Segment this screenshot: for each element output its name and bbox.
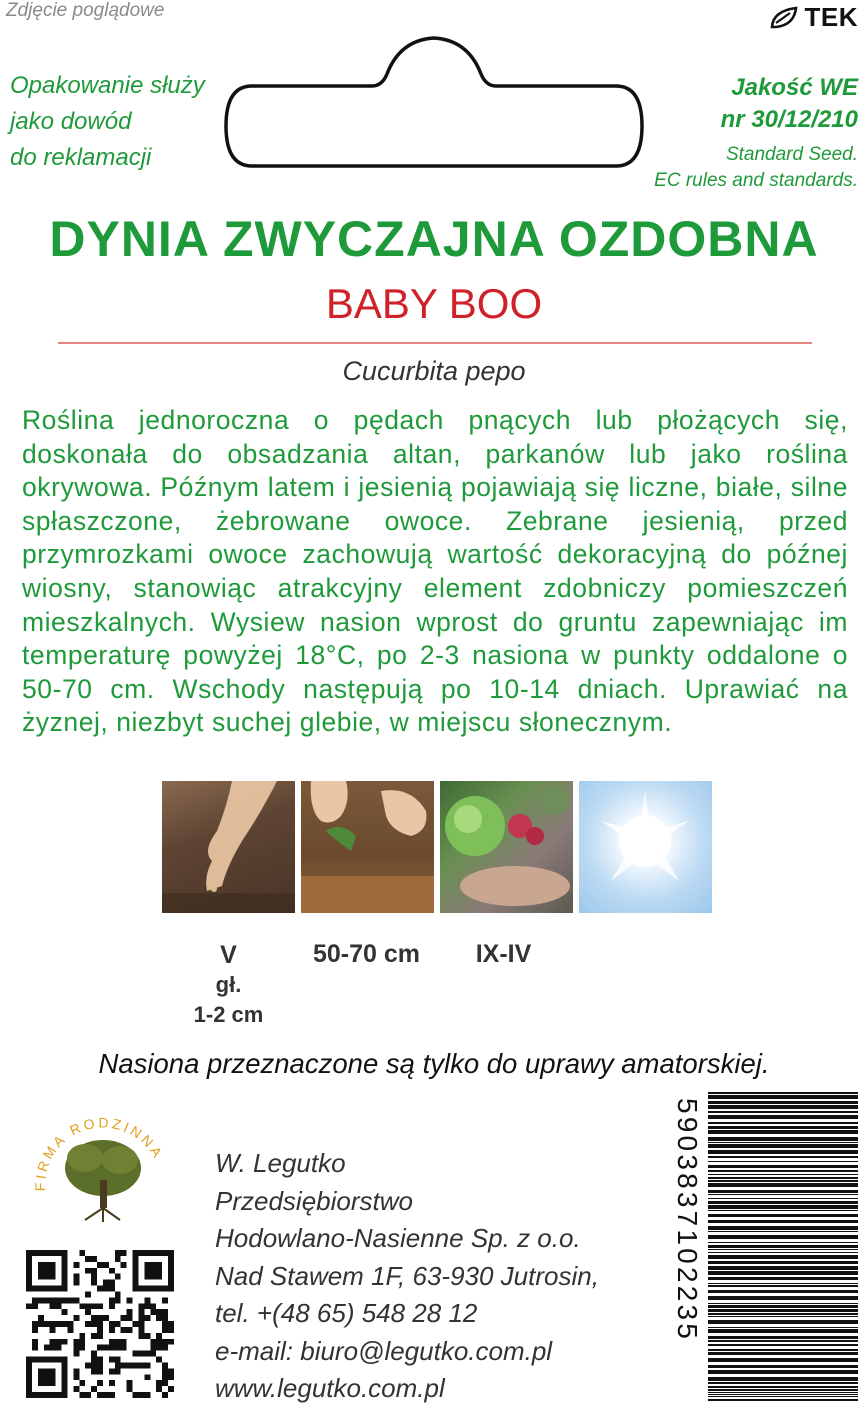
barcode [670,1090,860,1406]
barcode-bar [708,1271,858,1275]
barcode-bar [708,1183,858,1187]
barcode-bar [708,1329,858,1333]
complaint-note-line: Opakowanie służy [10,72,205,99]
depth-label: gł. [215,972,242,997]
hang-tab-cutout [222,34,646,172]
barcode-bar [708,1327,858,1328]
barcode-bar [708,1320,858,1324]
barcode-bar [708,1194,858,1195]
barcode-bar [708,1316,858,1317]
quality-block [654,72,858,194]
barcode-bar [708,1235,858,1239]
vegetables-icon [440,781,573,913]
barcode-bar [708,1277,858,1280]
company-line: Przedsiębiorstwo [215,1185,413,1216]
barcode-bar [708,1352,858,1355]
spacing-caption: 50-70 cm [312,940,421,968]
company-address: Nad Stawem 1F, 63-930 Jutrosin, [215,1260,599,1291]
barcode-bar [708,1161,858,1162]
barcode-bar [708,1214,858,1217]
barcode-bar [708,1220,858,1223]
complaint-note-line: jako dowód [10,108,132,135]
barcode-bar [708,1296,858,1300]
barcode-bar [708,1340,858,1342]
product-variety: BABY BOO [325,280,543,327]
tek-logo [769,2,859,33]
barcode-bar [708,1309,858,1312]
depth-value: 1-2 cm [193,1002,264,1027]
barcode-bar [708,1386,858,1388]
svg-text:FIRMA RODZINNA: FIRMA RODZINNA [31,1114,167,1192]
barcode-bar [708,1382,858,1384]
harvest-photo [440,781,573,913]
barcode-bar [708,1174,858,1175]
planting-hands-icon [301,781,434,913]
barcode-digits: 5903837102235 [672,1098,703,1343]
barcode-bar [708,1255,858,1259]
barcode-bar [708,1365,858,1368]
barcode-bar [708,1399,858,1401]
barcode-bar [708,1170,858,1172]
standard-line: EC rules and standards. [654,170,858,191]
barcode-bar [708,1101,858,1104]
harvest-caption: IX-IV [475,940,532,968]
company-website: www.legutko.com.pl [215,1373,445,1403]
sowing-photo [162,781,295,913]
complaint-note-line: do reklamacji [10,144,152,171]
barcode-bar [708,1305,858,1308]
barcode-bar [708,1389,858,1391]
sunlight-photo [579,781,712,913]
cultivation-icons [162,781,712,913]
company-info [215,1145,599,1408]
barcode-bar [708,1249,858,1250]
tek-label: TEK [804,2,858,32]
company-email: e-mail: biuro@legutko.com.pl [215,1335,553,1366]
barcode-bar [708,1165,858,1168]
barcode-bar [708,1177,858,1179]
amateur-notice: Nasiona przeznaczone są tylko do uprawy amatorskiej. [98,1048,770,1079]
preview-photo-label: Zdjęcie poglądowe [6,0,165,21]
barcode-bar [708,1358,858,1362]
barcode-bar [708,1266,858,1270]
barcode-bar [708,1245,858,1248]
barcode-bar [708,1205,858,1209]
latin-name: Cucurbita pepo [342,356,526,386]
quality-line: Jakość WE [731,74,858,101]
barcode-bar [708,1396,858,1397]
barcode-bar [708,1126,858,1129]
barcode-bar [708,1190,858,1193]
barcode-bar [708,1231,858,1232]
complaint-note [10,68,205,176]
barcode-bar [708,1142,858,1143]
barcode-bar [708,1201,858,1204]
company-phone: tel. +(48 65) 548 28 12 [215,1298,478,1328]
product-description: Roślina jednoroczna o pędach pnących lub płożących się, doskonała do obsadzania altan, parkanów lub jako roślina okrywowa. Późnym latem i jesienią pojawiają się liczne, białe, silne spłaszczone, żebrowane owoce. Zebrane jesienią, przed przymrozkami owoce zachowują wartość dekoracyjną do późnej wiosny, stanowiąc atrakcyjny element zdobniczy pomieszczeń mieszkalnych. Wysiew nasion wprost do gruntu zapewniając im temperaturę powyżej 18°C, po 2-3 nasiona w punkty oddalone o 50-70 cm. Wschody następują po 10-14 dniach. Uprawiać na żyznej, niezbyt suchej glebie, w miejscu słonecznym. [22,405,848,738]
barcode-bar [708,1392,858,1393]
barcode-bar [708,1394,858,1395]
barcode-bar [708,1111,858,1113]
barcode-bar [708,1156,858,1158]
spacing-photo [301,781,434,913]
barcode-bar [708,1242,858,1243]
tree-icon [65,1140,141,1222]
barcode-bar [708,1336,858,1339]
quality-number: nr 30/12/210 [720,106,858,133]
barcode-bar [708,1105,858,1109]
barcode-bar [708,1285,858,1287]
leaf-icon [769,6,799,30]
product-title: DYNIA ZWYCZAJNA OZDOBNA [49,211,819,267]
barcode-bar [708,1261,858,1264]
barcode-bar [708,1226,858,1230]
barcode-bar [708,1130,858,1134]
barcode-bar [708,1344,858,1346]
barcode-bar [708,1150,858,1154]
barcode-bar [708,1144,858,1148]
barcode-bar [708,1303,858,1304]
barcode-bar [708,1377,858,1381]
barcode-bar [708,1092,858,1094]
barcode-bar [708,1252,858,1253]
barcode-bar [708,1283,858,1284]
sowing-depth-caption [166,940,291,1030]
hand-sowing-icon [162,781,295,913]
barcode-bars [708,1092,858,1401]
company-line: Hodowlano-Nasienne Sp. z o.o. [215,1223,581,1253]
barcode-bar [708,1370,858,1374]
barcode-bar [708,1115,858,1119]
barcode-bar [708,1210,858,1211]
family-firm-logo [30,1108,176,1230]
qr-code [26,1250,174,1398]
company-name: W. Legutko [215,1148,346,1178]
barcode-bar [708,1313,858,1315]
sun-icon [579,781,712,913]
barcode-bar [708,1198,858,1199]
barcode-bar [708,1180,858,1182]
barcode-bar [708,1137,858,1141]
barcode-bar [708,1122,858,1124]
standard-line: Standard Seed. [725,144,858,165]
title-divider [58,342,812,344]
barcode-bar [708,1095,858,1099]
barcode-bar [708,1349,858,1351]
barcode-bar [708,1290,858,1293]
sowing-month: V [220,941,237,969]
